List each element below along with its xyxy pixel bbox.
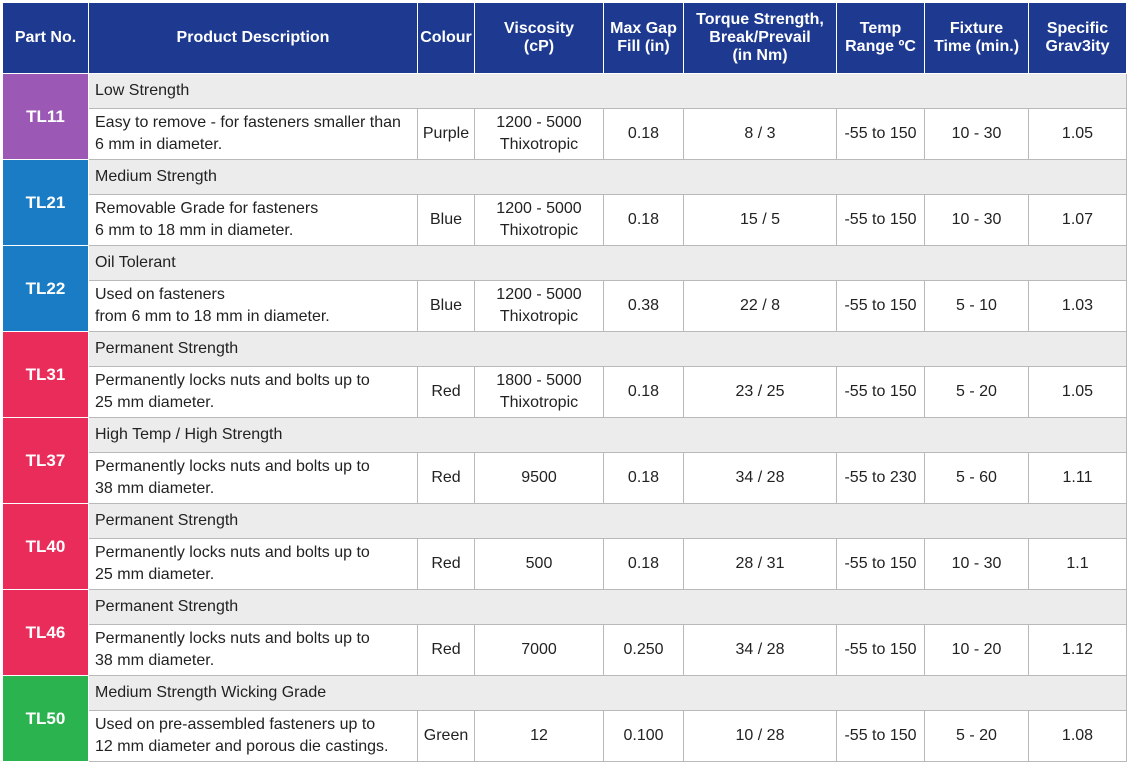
fixture-time-cell: 10 - 30: [925, 539, 1029, 590]
description-line: Permanently locks nuts and bolts up to: [95, 630, 370, 647]
fixture-time-cell: 5 - 10: [925, 281, 1029, 332]
max-gap-cell: 0.250: [604, 625, 684, 676]
product-title-row: [3, 676, 1127, 711]
max-gap-cell: 0.18: [604, 195, 684, 246]
torque-cell: 8 / 3: [684, 109, 837, 160]
fixture-time-cell: 5 - 20: [925, 367, 1029, 418]
header-temp-line: Temp: [859, 20, 902, 37]
temp-range-cell: -55 to 150: [837, 195, 925, 246]
part-number-cell: TL22: [3, 246, 89, 332]
product-title-row: [3, 590, 1127, 625]
viscosity-cell: [475, 453, 604, 504]
viscosity-cell: [475, 711, 604, 762]
viscosity-line: Thixotropic: [499, 222, 579, 239]
product-title: High Temp / High Strength: [89, 418, 1127, 453]
fixture-time-cell: 5 - 60: [925, 453, 1029, 504]
temp-range-cell: -55 to 150: [837, 281, 925, 332]
viscosity-line: 9500: [521, 469, 557, 486]
product-title-row: [3, 74, 1127, 109]
specific-gravity-cell: 1.11: [1029, 453, 1127, 504]
max-gap-cell: 0.18: [604, 453, 684, 504]
header-product-description: Product Description: [89, 3, 418, 74]
viscosity-line: 1200 - 5000: [496, 114, 582, 131]
product-spec-table: [2, 2, 1127, 762]
description-line: 38 mm diameter.: [95, 652, 215, 669]
description-line: Removable Grade for fasteners: [95, 200, 319, 217]
header-temp-range: [837, 3, 925, 74]
description-line: Permanently locks nuts and bolts up to: [95, 544, 370, 561]
description-line: Permanently locks nuts and bolts up to: [95, 458, 370, 475]
viscosity-line: Thixotropic: [499, 136, 579, 153]
colour-cell: Red: [418, 453, 475, 504]
torque-cell: 10 / 28: [684, 711, 837, 762]
fixture-time-cell: 5 - 20: [925, 711, 1029, 762]
header-gap-line: Max Gap: [610, 20, 677, 37]
product-title-row: [3, 418, 1127, 453]
header-fixture-line: Fixture: [949, 20, 1004, 37]
specific-gravity-cell: 1.05: [1029, 367, 1127, 418]
description-line: Easy to remove - for fasteners smaller than: [95, 114, 401, 131]
product-title-row: [3, 246, 1127, 281]
viscosity-line: 7000: [521, 641, 557, 658]
colour-cell: Red: [418, 539, 475, 590]
colour-cell: Blue: [418, 195, 475, 246]
viscosity-line: 1200 - 5000: [496, 200, 582, 217]
header-max-gap: [604, 3, 684, 74]
product-description: [89, 539, 418, 590]
product-title: Low Strength: [89, 74, 1127, 109]
torque-cell: 23 / 25: [684, 367, 837, 418]
colour-cell: Red: [418, 625, 475, 676]
product-title: Permanent Strength: [89, 332, 1127, 367]
product-description: [89, 453, 418, 504]
viscosity-line: 1200 - 5000: [496, 286, 582, 303]
header-torque-line: (in Nm): [732, 47, 788, 64]
header-row: [3, 3, 1127, 74]
description-line: 25 mm diameter.: [95, 566, 215, 583]
torque-cell: 34 / 28: [684, 625, 837, 676]
max-gap-cell: 0.18: [604, 109, 684, 160]
colour-cell: Blue: [418, 281, 475, 332]
description-line: 6 mm in diameter.: [95, 136, 223, 153]
part-number-cell: TL46: [3, 590, 89, 676]
product-detail-row: [3, 711, 1127, 762]
torque-cell: 15 / 5: [684, 195, 837, 246]
temp-range-cell: -55 to 150: [837, 625, 925, 676]
viscosity-cell: [475, 109, 604, 160]
viscosity-cell: [475, 281, 604, 332]
viscosity-line: 1800 - 5000: [496, 372, 582, 389]
product-title: Medium Strength Wicking Grade: [89, 676, 1127, 711]
description-line: Used on fasteners: [95, 286, 225, 303]
product-detail-row: [3, 625, 1127, 676]
colour-cell: Red: [418, 367, 475, 418]
product-description: [89, 367, 418, 418]
temp-range-cell: -55 to 150: [837, 367, 925, 418]
header-torque-line: Torque Strength,: [696, 11, 824, 28]
header-torque: [684, 3, 837, 74]
specific-gravity-cell: 1.07: [1029, 195, 1127, 246]
header-specific-gravity: [1029, 3, 1127, 74]
description-line: Used on pre-assembled fasteners up to: [95, 716, 376, 733]
viscosity-line: Thixotropic: [499, 394, 579, 411]
description-line: Permanently locks nuts and bolts up to: [95, 372, 370, 389]
header-gap-line: Fill (in): [617, 38, 670, 55]
product-detail-row: [3, 281, 1127, 332]
part-number-cell: TL50: [3, 676, 89, 762]
torque-cell: 22 / 8: [684, 281, 837, 332]
product-description: [89, 109, 418, 160]
torque-cell: 34 / 28: [684, 453, 837, 504]
product-title-row: [3, 332, 1127, 367]
torque-cell: 28 / 31: [684, 539, 837, 590]
description-line: 38 mm diameter.: [95, 480, 215, 497]
product-description: [89, 195, 418, 246]
product-title: Permanent Strength: [89, 504, 1127, 539]
header-colour: Colour: [418, 3, 475, 74]
description-line: 25 mm diameter.: [95, 394, 215, 411]
temp-range-cell: -55 to 230: [837, 453, 925, 504]
header-temp-line: Range ºC: [845, 38, 916, 55]
product-title: Oil Tolerant: [89, 246, 1127, 281]
specific-gravity-cell: 1.12: [1029, 625, 1127, 676]
viscosity-cell: [475, 625, 604, 676]
header-viscosity: [475, 3, 604, 74]
specific-gravity-cell: 1.1: [1029, 539, 1127, 590]
header-fixture-line: Time (min.): [933, 38, 1020, 55]
viscosity-cell: [475, 195, 604, 246]
product-title: Medium Strength: [89, 160, 1127, 195]
description-line: 12 mm diameter and porous die castings.: [95, 738, 389, 755]
header-gravity-line: Grav3ity: [1045, 38, 1110, 55]
part-number-cell: TL21: [3, 160, 89, 246]
viscosity-cell: [475, 539, 604, 590]
temp-range-cell: -55 to 150: [837, 109, 925, 160]
temp-range-cell: -55 to 150: [837, 711, 925, 762]
max-gap-cell: 0.18: [604, 367, 684, 418]
header-torque-line: Break/Prevail: [709, 29, 811, 46]
fixture-time-cell: 10 - 30: [925, 195, 1029, 246]
specific-gravity-cell: 1.03: [1029, 281, 1127, 332]
product-title: Permanent Strength: [89, 590, 1127, 625]
part-number-cell: TL31: [3, 332, 89, 418]
product-description: [89, 711, 418, 762]
max-gap-cell: 0.18: [604, 539, 684, 590]
product-detail-row: [3, 109, 1127, 160]
product-detail-row: [3, 367, 1127, 418]
specific-gravity-cell: 1.05: [1029, 109, 1127, 160]
product-detail-row: [3, 539, 1127, 590]
product-description: [89, 281, 418, 332]
description-line: 6 mm to 18 mm in diameter.: [95, 222, 294, 239]
colour-cell: Purple: [418, 109, 475, 160]
product-detail-row: [3, 195, 1127, 246]
part-number-cell: TL40: [3, 504, 89, 590]
viscosity-cell: [475, 367, 604, 418]
viscosity-line: Thixotropic: [499, 308, 579, 325]
max-gap-cell: 0.100: [604, 711, 684, 762]
description-line: from 6 mm to 18 mm in diameter.: [95, 308, 330, 325]
part-number-cell: TL37: [3, 418, 89, 504]
specific-gravity-cell: 1.08: [1029, 711, 1127, 762]
header-gravity-line: Specific: [1046, 20, 1109, 37]
header-part-no: Part No.: [3, 3, 89, 74]
viscosity-line: 12: [530, 727, 548, 744]
product-title-row: [3, 504, 1127, 539]
header-viscosity-line: (cP): [523, 38, 555, 55]
temp-range-cell: -55 to 150: [837, 539, 925, 590]
header-fixture-time: [925, 3, 1029, 74]
viscosity-line: 500: [525, 555, 553, 572]
part-number-cell: TL11: [3, 74, 89, 160]
product-title-row: [3, 160, 1127, 195]
header-viscosity-line: Viscosity: [504, 20, 574, 37]
colour-cell: Green: [418, 711, 475, 762]
product-detail-row: [3, 453, 1127, 504]
product-description: [89, 625, 418, 676]
fixture-time-cell: 10 - 20: [925, 625, 1029, 676]
fixture-time-cell: 10 - 30: [925, 109, 1029, 160]
max-gap-cell: 0.38: [604, 281, 684, 332]
